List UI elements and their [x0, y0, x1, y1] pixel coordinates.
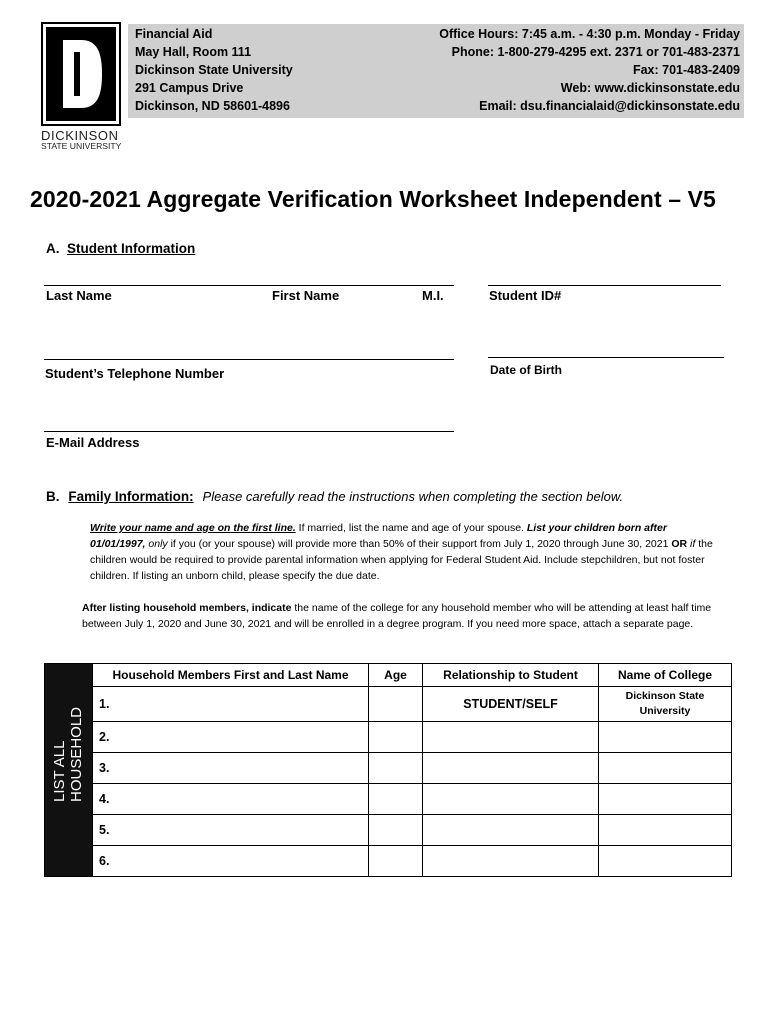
table-row [45, 722, 732, 753]
instructions-paragraph-2 [82, 600, 724, 632]
college-cell[interactable] [599, 846, 732, 877]
last-name-label: Last Name [46, 288, 112, 303]
section-b-title: Family Information: [68, 489, 194, 504]
section-a-letter: A. [46, 241, 60, 256]
relationship-cell[interactable] [423, 815, 599, 846]
fax: Fax: 701-483-2409 [632, 63, 740, 77]
email-link[interactable]: Email: dsu.financialaid@dickinsonstate.edu [479, 99, 740, 113]
address-line: Dickinson State University [135, 63, 293, 77]
row-number[interactable]: 4. [93, 784, 369, 815]
dob-input-line[interactable] [488, 357, 724, 358]
row-number[interactable]: 1. [93, 687, 369, 722]
college-cell[interactable]: Dickinson State University [599, 687, 732, 722]
table-row [45, 753, 732, 784]
table-row [45, 687, 732, 722]
college-cell[interactable] [599, 753, 732, 784]
phone: Phone: 1-800-279-4295 ext. 2371 or 701-483-2371 [451, 45, 740, 59]
logo-name-line1: DICKINSON [41, 128, 119, 143]
instr2-text: the name of the college for any household member who will be attending at least half time between July 1, 2020 and June 30, 2021 and will be enrolled in a degree program. If you need more space, attach a separate page. [82, 602, 712, 630]
college-cell[interactable] [599, 815, 732, 846]
col-header-college: Name of College [599, 664, 732, 687]
university-logo [41, 22, 121, 126]
web-link[interactable]: Web: www.dickinsonstate.edu [560, 81, 740, 95]
page-title: 2020-2021 Aggregate Verification Worksheet Independent – V5 [30, 186, 716, 212]
section-b-note: Please carefully read the instructions when completing the section below. [202, 489, 624, 504]
telephone-input-line[interactable] [44, 359, 454, 360]
relationship-cell[interactable] [423, 753, 599, 784]
student-id-label: Student ID# [489, 288, 562, 303]
table-row [45, 846, 732, 877]
telephone-label: Student’s Telephone Number [45, 366, 225, 381]
section-b-letter: B. [46, 489, 60, 504]
email-input-line[interactable] [44, 431, 454, 432]
email-label: E-Mail Address [46, 435, 140, 450]
college-cell[interactable] [599, 722, 732, 753]
first-name-label: First Name [272, 288, 340, 303]
logo-wordmark [41, 130, 125, 152]
logo-name-line2: STATE UNIVERSITY [41, 141, 122, 151]
office-contact [439, 25, 740, 115]
table-row [45, 815, 732, 846]
instr-italic-if: if [687, 538, 696, 550]
age-cell[interactable] [369, 846, 423, 877]
section-b-heading [46, 488, 623, 506]
age-cell[interactable] [369, 815, 423, 846]
side-label-line1: LIST ALL [51, 740, 68, 802]
instr-bold-1: Write your name and age on the first line. [90, 522, 296, 534]
office-hours: Office Hours: 7:45 a.m. - 4:30 p.m. Monday - Friday [439, 27, 740, 41]
age-cell[interactable] [369, 753, 423, 784]
student-id-input-line[interactable] [488, 285, 721, 286]
table-side-label [45, 664, 93, 877]
instr-text-1: If married, list the name and age of your spouse. [295, 522, 527, 534]
address-line: 291 Campus Drive [135, 81, 244, 95]
relationship-cell[interactable] [423, 722, 599, 753]
instr2-bold: After listing household members, indicate [82, 602, 292, 614]
age-cell[interactable] [369, 784, 423, 815]
section-a-heading [46, 241, 195, 256]
row-number[interactable]: 2. [93, 722, 369, 753]
household-table [44, 663, 732, 877]
instr-or: OR [671, 538, 688, 550]
side-label-line2: HOUSEHOLD [68, 706, 85, 802]
address-line: Financial Aid [135, 27, 213, 41]
college-cell[interactable] [599, 784, 732, 815]
section-a-title: Student Information [67, 241, 196, 256]
row-number[interactable]: 5. [93, 815, 369, 846]
table-header-row [45, 664, 732, 687]
address-line: Dickinson, ND 58601-4896 [135, 99, 290, 113]
table-row [45, 784, 732, 815]
col-header-age: Age [369, 664, 423, 687]
row-number[interactable]: 6. [93, 846, 369, 877]
instr-italic-only: only [145, 538, 168, 550]
age-cell[interactable] [369, 722, 423, 753]
name-input-line[interactable] [44, 285, 454, 286]
relationship-cell[interactable] [423, 846, 599, 877]
instructions-paragraph-1 [90, 520, 725, 584]
col-header-name: Household Members First and Last Name [93, 664, 369, 687]
row-number[interactable]: 3. [93, 753, 369, 784]
relationship-cell[interactable]: STUDENT/SELF [423, 687, 599, 722]
office-address [135, 25, 293, 115]
instr-text-2: if you (or your spouse) will provide more than 50% of their support from July 1, 2020 through June 30, 2021 [167, 538, 672, 550]
address-line: May Hall, Room 111 [135, 45, 252, 59]
relationship-cell[interactable] [423, 784, 599, 815]
age-cell[interactable] [369, 687, 423, 722]
instr-bold-2: List your children born after 01/01/1997, [90, 522, 667, 550]
col-header-relationship: Relationship to Student [423, 664, 599, 687]
dob-label: Date of Birth [490, 363, 562, 377]
mi-label: M.I. [422, 288, 444, 303]
instr-text-3: the children would be required to provide parental information when applying for Federal Student Aid. Include stepchildren, but not foster children. If listing an unborn child, please specify the due date. [90, 538, 713, 582]
